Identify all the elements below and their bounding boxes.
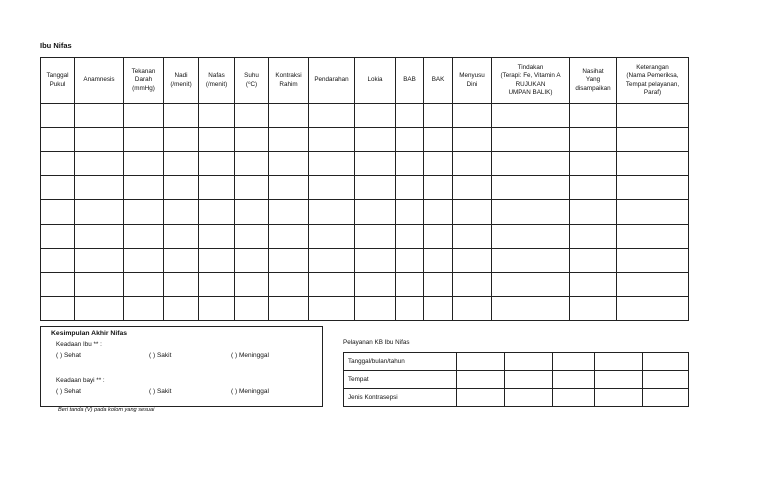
table-cell[interactable] <box>164 104 199 128</box>
table-cell[interactable] <box>492 272 570 296</box>
table-cell[interactable] <box>396 104 424 128</box>
table-cell[interactable] <box>492 176 570 200</box>
table-cell[interactable] <box>396 296 424 320</box>
table-cell[interactable] <box>309 200 355 224</box>
table-cell[interactable] <box>617 128 689 152</box>
table-cell[interactable] <box>164 272 199 296</box>
table-cell[interactable] <box>199 152 235 176</box>
header-line: RUJUKAN <box>515 80 546 88</box>
header-line: Yang <box>585 76 601 84</box>
table-cell[interactable] <box>617 296 689 320</box>
table-cell[interactable] <box>164 224 199 248</box>
kb-cell[interactable] <box>457 371 505 389</box>
table-cell[interactable] <box>199 176 235 200</box>
table-cell[interactable] <box>199 296 235 320</box>
table-cell[interactable] <box>199 224 235 248</box>
mother-condition-label: Keadaan Ibu ** : <box>56 341 102 348</box>
table-cell[interactable] <box>570 128 617 152</box>
table-cell[interactable] <box>453 224 492 248</box>
kb-cell[interactable] <box>553 371 595 389</box>
table-cell[interactable] <box>41 176 75 200</box>
column-header <box>355 58 396 104</box>
table-cell[interactable] <box>235 248 269 272</box>
table-cell[interactable] <box>570 200 617 224</box>
header-line: Tekanan <box>131 67 156 75</box>
table-cell[interactable] <box>424 104 453 128</box>
table-cell[interactable] <box>492 296 570 320</box>
header-line: Lokia <box>367 76 383 84</box>
table-cell[interactable] <box>355 200 396 224</box>
table-cell[interactable] <box>124 152 164 176</box>
column-header <box>309 58 355 104</box>
mother-option-healthy[interactable]: ( ) Sehat <box>56 352 81 359</box>
table-cell[interactable] <box>75 248 124 272</box>
table-cell[interactable] <box>75 176 124 200</box>
kb-table <box>343 352 689 407</box>
header-line: Nafas <box>208 72 225 79</box>
table-cell[interactable] <box>424 176 453 200</box>
table-cell[interactable] <box>492 200 570 224</box>
table-cell[interactable] <box>355 248 396 272</box>
table-row <box>41 128 689 152</box>
table-row <box>41 176 689 200</box>
table-cell[interactable] <box>41 248 75 272</box>
table-cell[interactable] <box>309 224 355 248</box>
table-cell[interactable] <box>570 224 617 248</box>
table-cell[interactable] <box>199 248 235 272</box>
baby-option-deceased[interactable]: ( ) Meninggal <box>231 388 269 395</box>
kb-cell[interactable] <box>643 353 689 371</box>
table-cell[interactable] <box>124 200 164 224</box>
table-cell[interactable] <box>396 248 424 272</box>
header-line: Kontraksi <box>275 72 302 79</box>
header-line: Anamnesis <box>83 76 115 84</box>
table-cell[interactable] <box>396 200 424 224</box>
table-cell[interactable] <box>75 296 124 320</box>
table-cell[interactable] <box>424 128 453 152</box>
table-cell[interactable] <box>41 224 75 248</box>
table-cell[interactable] <box>124 296 164 320</box>
header-line: BAK <box>431 76 445 84</box>
conclusion-box <box>40 326 323 407</box>
table-cell[interactable] <box>570 296 617 320</box>
header-line: Nadi <box>174 72 188 79</box>
column-header <box>453 58 492 104</box>
table-cell[interactable] <box>235 200 269 224</box>
table-cell[interactable] <box>453 296 492 320</box>
baby-condition-label: Keadaan bayi ** : <box>56 377 105 384</box>
table-cell[interactable] <box>396 224 424 248</box>
table-cell[interactable] <box>424 152 453 176</box>
table-cell[interactable] <box>396 176 424 200</box>
kb-cell[interactable] <box>595 353 643 371</box>
table-cell[interactable] <box>309 104 355 128</box>
table-cell[interactable] <box>75 224 124 248</box>
table-cell[interactable] <box>570 152 617 176</box>
table-cell[interactable] <box>164 128 199 152</box>
mother-option-deceased[interactable]: ( ) Meninggal <box>231 352 269 359</box>
kb-cell[interactable] <box>505 389 553 407</box>
table-cell[interactable] <box>41 104 75 128</box>
table-cell[interactable] <box>617 248 689 272</box>
kb-cell[interactable] <box>643 389 689 407</box>
table-cell[interactable] <box>355 128 396 152</box>
kb-row-label: Tempat <box>344 371 457 389</box>
column-header <box>235 58 269 104</box>
table-cell[interactable] <box>309 272 355 296</box>
table-cell[interactable] <box>492 128 570 152</box>
column-header <box>492 58 570 104</box>
table-row <box>41 224 689 248</box>
nifas-table <box>40 57 689 321</box>
table-cell[interactable] <box>617 104 689 128</box>
header-line: Nasihat <box>582 67 604 75</box>
header-line: Rahim <box>279 80 298 88</box>
table-cell[interactable] <box>453 176 492 200</box>
table-cell[interactable] <box>309 128 355 152</box>
table-cell[interactable] <box>199 128 235 152</box>
table-cell[interactable] <box>309 248 355 272</box>
kb-row-label: Jenis Kontrasepsi <box>344 389 457 407</box>
table-cell[interactable] <box>75 200 124 224</box>
table-cell[interactable] <box>396 128 424 152</box>
table-cell[interactable] <box>309 152 355 176</box>
table-cell[interactable] <box>355 152 396 176</box>
header-line: BAB <box>403 76 416 84</box>
table-cell[interactable] <box>235 152 269 176</box>
table-cell[interactable] <box>570 104 617 128</box>
kb-row-label: Tanggal/bulan/tahun <box>344 353 457 371</box>
table-cell[interactable] <box>309 296 355 320</box>
kb-cell[interactable] <box>553 389 595 407</box>
header-line: UMPAN BALIK) <box>508 89 553 96</box>
table-cell[interactable] <box>492 224 570 248</box>
table-cell[interactable] <box>453 152 492 176</box>
kb-row <box>344 371 689 389</box>
table-cell[interactable] <box>453 248 492 272</box>
baby-option-sick[interactable]: ( ) Sakit <box>149 388 172 395</box>
table-cell[interactable] <box>355 296 396 320</box>
table-cell[interactable] <box>235 128 269 152</box>
header-line: Tindakan <box>517 63 544 71</box>
kb-cell[interactable] <box>595 371 643 389</box>
table-cell[interactable] <box>424 248 453 272</box>
table-cell[interactable] <box>41 128 75 152</box>
kb-cell[interactable] <box>457 389 505 407</box>
kb-row <box>344 353 689 371</box>
table-row <box>41 200 689 224</box>
table-cell[interactable] <box>269 152 309 176</box>
table-cell[interactable] <box>124 224 164 248</box>
header-line: Darah <box>134 76 153 84</box>
table-cell[interactable] <box>41 272 75 296</box>
header-line: (/menit) <box>170 80 192 88</box>
table-cell[interactable] <box>570 248 617 272</box>
header-line: Pendarahan <box>314 76 349 84</box>
column-header <box>124 58 164 104</box>
table-cell[interactable] <box>235 176 269 200</box>
header-line: Menyusu <box>459 72 485 79</box>
table-row <box>41 296 689 320</box>
kb-cell[interactable] <box>643 371 689 389</box>
conclusion-heading: Kesimpulan Akhir Nifas <box>51 330 128 337</box>
table-cell[interactable] <box>164 152 199 176</box>
table-cell[interactable] <box>396 152 424 176</box>
table-cell[interactable] <box>453 104 492 128</box>
table-cell[interactable] <box>453 272 492 296</box>
header-line: Pukul <box>49 80 66 88</box>
header-line: Keterangan <box>636 63 669 71</box>
page-title: Ibu Nifas <box>40 41 72 50</box>
column-header <box>570 58 617 104</box>
table-cell[interactable] <box>124 128 164 152</box>
table-cell[interactable] <box>453 200 492 224</box>
table-cell[interactable] <box>235 224 269 248</box>
instruction-note: Beri tanda (V) pada kolom yang sesuai <box>58 407 155 413</box>
header-line: (⁰C) <box>245 80 258 88</box>
table-cell[interactable] <box>355 272 396 296</box>
table-cell[interactable] <box>164 296 199 320</box>
column-header <box>164 58 199 104</box>
table-cell[interactable] <box>269 128 309 152</box>
table-cell[interactable] <box>453 128 492 152</box>
table-cell[interactable] <box>164 248 199 272</box>
column-header <box>269 58 309 104</box>
table-cell[interactable] <box>570 176 617 200</box>
table-cell[interactable] <box>75 272 124 296</box>
column-header <box>75 58 124 104</box>
table-cell[interactable] <box>396 272 424 296</box>
header-line: Tempat pelayanan, <box>625 80 680 88</box>
kb-cell[interactable] <box>595 389 643 407</box>
table-cell[interactable] <box>41 152 75 176</box>
table-cell[interactable] <box>355 224 396 248</box>
table-cell[interactable] <box>424 296 453 320</box>
table-cell[interactable] <box>199 272 235 296</box>
table-cell[interactable] <box>75 128 124 152</box>
header-line: (Terapi: Fe, Vitamin A <box>500 72 561 79</box>
table-cell[interactable] <box>269 104 309 128</box>
column-header <box>396 58 424 104</box>
column-header <box>41 58 75 104</box>
header-line: Tanggal <box>46 72 69 79</box>
table-cell[interactable] <box>424 224 453 248</box>
table-cell[interactable] <box>269 248 309 272</box>
table-cell[interactable] <box>235 272 269 296</box>
table-cell[interactable] <box>269 296 309 320</box>
header-line: Dini <box>466 80 478 88</box>
kb-cell[interactable] <box>553 353 595 371</box>
table-cell[interactable] <box>355 104 396 128</box>
table-cell[interactable] <box>617 200 689 224</box>
table-cell[interactable] <box>41 200 75 224</box>
header-line: Paraf) <box>643 89 662 96</box>
column-header <box>424 58 453 104</box>
table-cell[interactable] <box>235 104 269 128</box>
table-cell[interactable] <box>570 272 617 296</box>
table-cell[interactable] <box>124 176 164 200</box>
table-cell[interactable] <box>492 248 570 272</box>
baby-option-healthy[interactable]: ( ) Sehat <box>56 388 81 395</box>
table-cell[interactable] <box>124 248 164 272</box>
table-cell[interactable] <box>424 272 453 296</box>
table-cell[interactable] <box>269 224 309 248</box>
header-line: (Nama Pemeriksa, <box>626 72 679 79</box>
mother-option-sick[interactable]: ( ) Sakit <box>149 352 172 359</box>
table-row <box>41 272 689 296</box>
kb-cell[interactable] <box>505 353 553 371</box>
header-line: Suhu <box>244 72 259 79</box>
table-cell[interactable] <box>124 272 164 296</box>
table-cell[interactable] <box>235 296 269 320</box>
table-cell[interactable] <box>75 104 124 128</box>
kb-cell[interactable] <box>505 371 553 389</box>
table-cell[interactable] <box>269 176 309 200</box>
table-cell[interactable] <box>164 176 199 200</box>
table-row <box>41 248 689 272</box>
table-row <box>41 104 689 128</box>
table-cell[interactable] <box>617 152 689 176</box>
table-cell[interactable] <box>164 200 199 224</box>
header-line: (/menit) <box>205 80 228 88</box>
header-line: (mmHg) <box>132 84 155 92</box>
table-cell[interactable] <box>199 200 235 224</box>
table-cell[interactable] <box>269 200 309 224</box>
table-cell[interactable] <box>75 152 124 176</box>
column-header <box>617 58 689 104</box>
table-cell[interactable] <box>199 104 235 128</box>
table-cell[interactable] <box>124 104 164 128</box>
table-cell[interactable] <box>41 296 75 320</box>
table-cell[interactable] <box>492 104 570 128</box>
table-cell[interactable] <box>617 224 689 248</box>
table-cell[interactable] <box>617 176 689 200</box>
kb-cell[interactable] <box>457 353 505 371</box>
table-header-row <box>41 58 689 104</box>
table-cell[interactable] <box>355 176 396 200</box>
column-header <box>199 58 235 104</box>
table-cell[interactable] <box>424 200 453 224</box>
table-cell[interactable] <box>309 176 355 200</box>
kb-title: Pelayanan KB Ibu Nifas <box>343 339 410 346</box>
table-cell[interactable] <box>617 272 689 296</box>
table-row <box>41 152 689 176</box>
table-cell[interactable] <box>492 152 570 176</box>
header-line: disampaikan <box>575 84 611 92</box>
table-cell[interactable] <box>269 272 309 296</box>
kb-row <box>344 389 689 407</box>
